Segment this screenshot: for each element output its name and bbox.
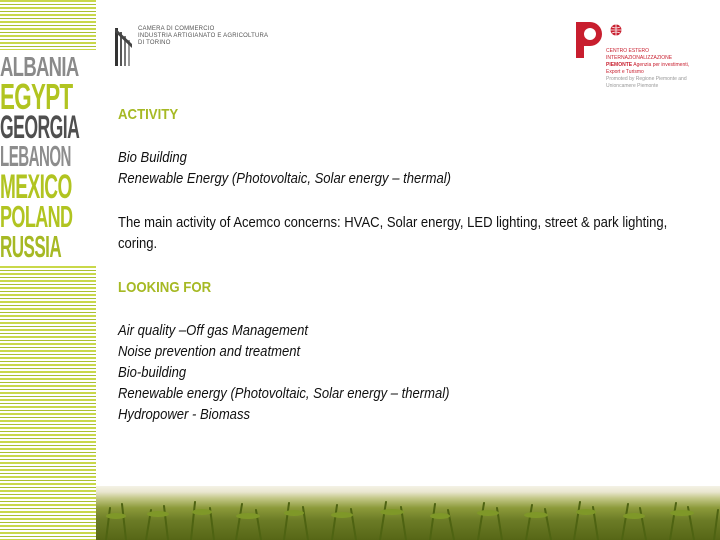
ceip-promoted: Promoted by Regione Piemonte and Unioncamere Piemonte [606, 76, 687, 89]
country-georgia: GEORGIA [0, 109, 80, 145]
looking-for-item: Renewable energy (Photovoltaic, Solar energy – thermal) [118, 386, 450, 402]
looking-for-list [118, 321, 450, 426]
ceip-subtitle [606, 62, 700, 76]
country-albania: ALBANIA [0, 51, 79, 82]
chamber-line: INDUSTRIA ARTIGIANATO E AGRICOLTURA [138, 33, 269, 39]
country-russia: RUSSIA [0, 229, 62, 264]
activity-heading: ACTIVITY [118, 106, 179, 123]
chamber-emblem-icon [114, 26, 134, 68]
activity-item: Renewable Energy (Photovoltaic, Solar energy – thermal) [118, 171, 451, 187]
looking-for-item: Noise prevention and treatment [118, 344, 301, 360]
chamber-line: DI TORINO [138, 40, 171, 46]
ceip-title: CENTRO ESTERO INTERNAZIONALIZZAZIONE [606, 48, 673, 61]
country-mexico: MEXICO [0, 168, 72, 206]
striped-sidebar [0, 0, 96, 540]
crop-field-illustration [96, 486, 720, 540]
crop-field-photo [96, 486, 720, 540]
ceip-text [606, 48, 700, 90]
activity-description: The main activity of Acemco concerns: HVAC, Solar energy, LED lighting, street & park lighting, coring. [118, 215, 668, 252]
country-egypt: EGYPT [0, 76, 73, 117]
country-lebanon: LEBANON [0, 141, 71, 173]
country-list [0, 50, 96, 266]
activity-list [118, 148, 451, 190]
activity-item: Bio Building [118, 150, 187, 166]
ceip-piemonte-logo [572, 16, 700, 89]
looking-for-item: Hydropower - Biomass [118, 407, 251, 423]
looking-for-item: Bio-building [118, 365, 187, 381]
looking-for-item: Air quality –Off gas Management [118, 323, 309, 339]
ceip-region: PIEMONTE [606, 62, 633, 68]
looking-for-heading: LOOKING FOR [118, 279, 212, 296]
chamber-of-commerce-logo [114, 26, 268, 68]
ceip-p-icon [572, 16, 606, 60]
ceip-tagline: Agenzia per investimenti, Export e Turismo [606, 62, 690, 75]
chamber-name [138, 26, 268, 47]
country-poland: POLAND [0, 199, 73, 234]
chamber-line: CAMERA DI COMMERCIO [138, 26, 215, 32]
globe-icon [610, 24, 622, 36]
